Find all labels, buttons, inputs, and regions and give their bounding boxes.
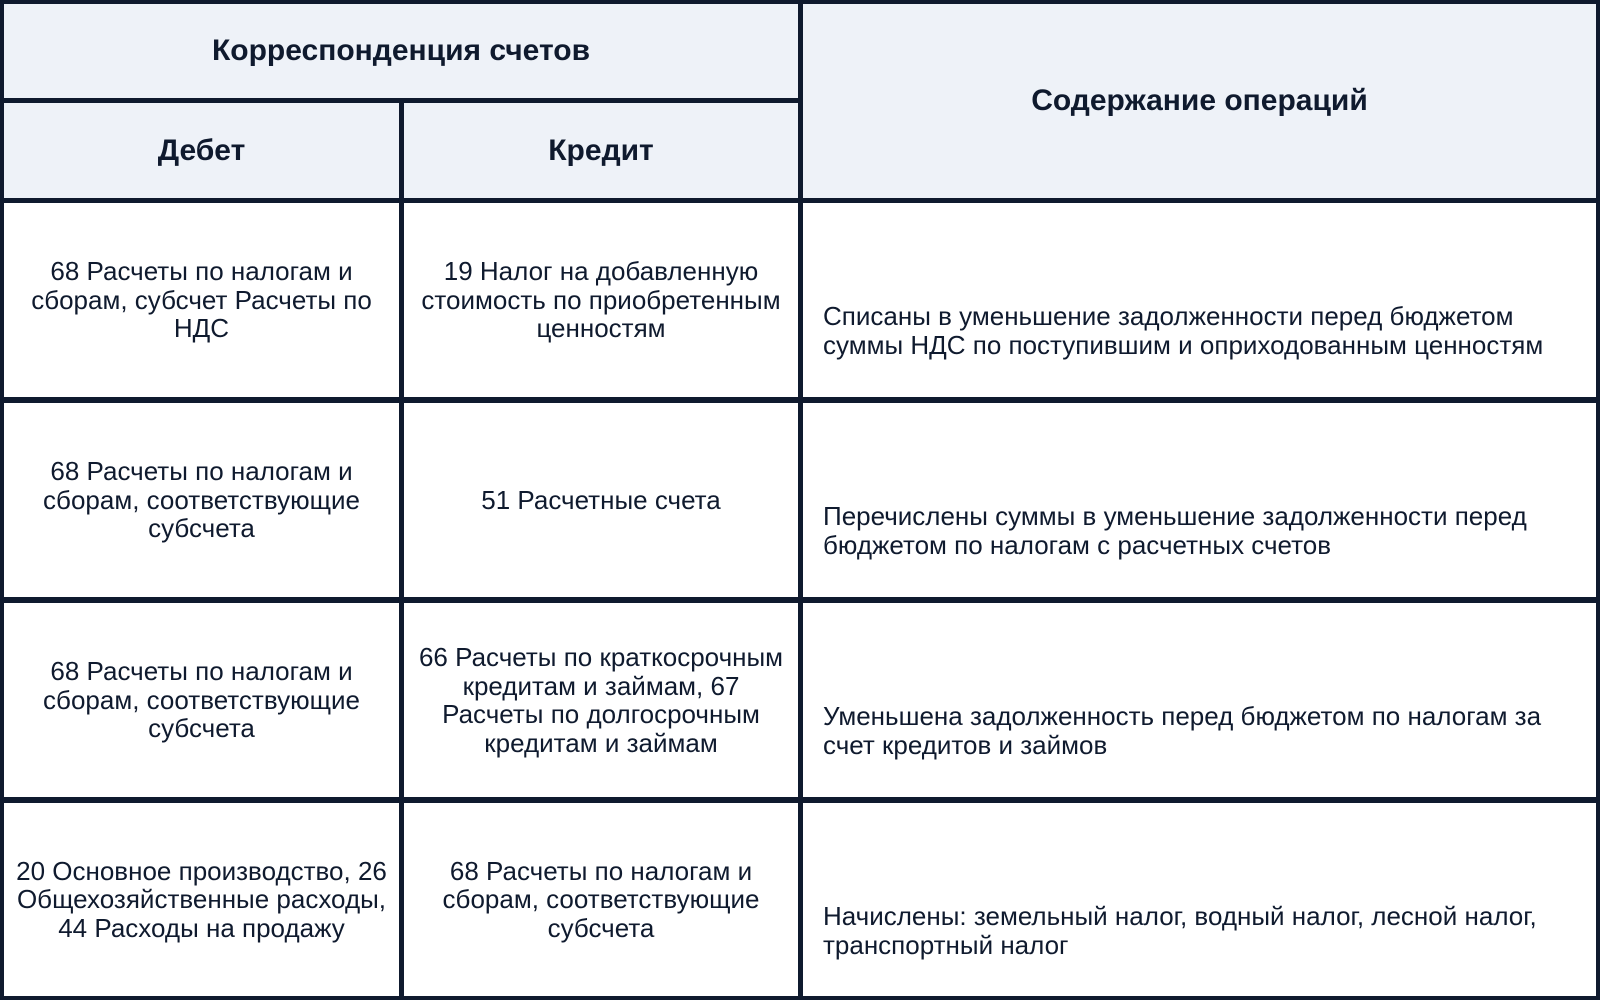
row-2-description-text: Перечислены суммы в уменьшение задолженности перед бюджетом по налогам с расчетных счетов <box>823 501 1527 560</box>
row-4-description-text: Начислены: земельный налог, водный налог, лесной налог, транспортный налог <box>823 901 1537 960</box>
row-4-debit <box>4 803 399 996</box>
row-1-credit <box>404 203 798 397</box>
row-1-credit-text: 19 Налог на добавленную стоимость по приобретенным ценностям <box>421 256 781 344</box>
row-3-debit-text: 68 Расчеты по налогам и сборам, соответствующие субсчета <box>43 656 360 744</box>
header-description-label: Содержание операций <box>1031 84 1368 117</box>
row-2-debit-text: 68 Расчеты по налогам и сборам, соответствующие субсчета <box>43 456 360 544</box>
row-2-debit <box>4 403 399 597</box>
row-1-debit <box>4 203 399 397</box>
header-correspondence <box>4 4 798 98</box>
row-4-credit-text: 68 Расчеты по налогам и сборам, соответствующие субсчета <box>442 855 760 943</box>
row-1-debit-text: 68 Расчеты по налогам и сборам, субсчет Расчеты по НДС <box>31 256 372 344</box>
row-2-credit-text: 51 Расчетные счета <box>481 484 721 515</box>
header-correspondence-label: Корреспонденция счетов <box>211 34 591 67</box>
row-3-credit-text: 66 Расчеты по краткосрочным кредитам и займам, 67 Расчеты по долгосрочным кредитам и займам <box>418 642 784 758</box>
header-credit <box>404 103 798 198</box>
row-4-credit <box>404 803 798 996</box>
row-4-description <box>803 803 1596 996</box>
row-3-debit <box>4 603 399 797</box>
row-3-description-text: Уменьшена задолженность перед бюджетом по налогам за счет кредитов и займов <box>823 701 1542 760</box>
row-4-debit-text: 20 Основное производство, 26 Общехозяйственные расходы, 44 Расходы на продажу <box>16 855 387 943</box>
row-3-description <box>803 603 1596 797</box>
header-debit <box>4 103 399 198</box>
row-1-description <box>803 203 1596 397</box>
row-2-credit <box>404 403 798 597</box>
row-1-description-text: Списаны в уменьшение задолженности перед бюджетом суммы НДС по поступившим и оприходованным ценностям <box>823 301 1544 360</box>
header-description <box>803 4 1596 198</box>
row-3-credit <box>404 603 798 797</box>
header-debit-label: Дебет <box>157 133 246 167</box>
row-2-description <box>803 403 1596 597</box>
header-credit-label: Кредит <box>548 133 654 167</box>
